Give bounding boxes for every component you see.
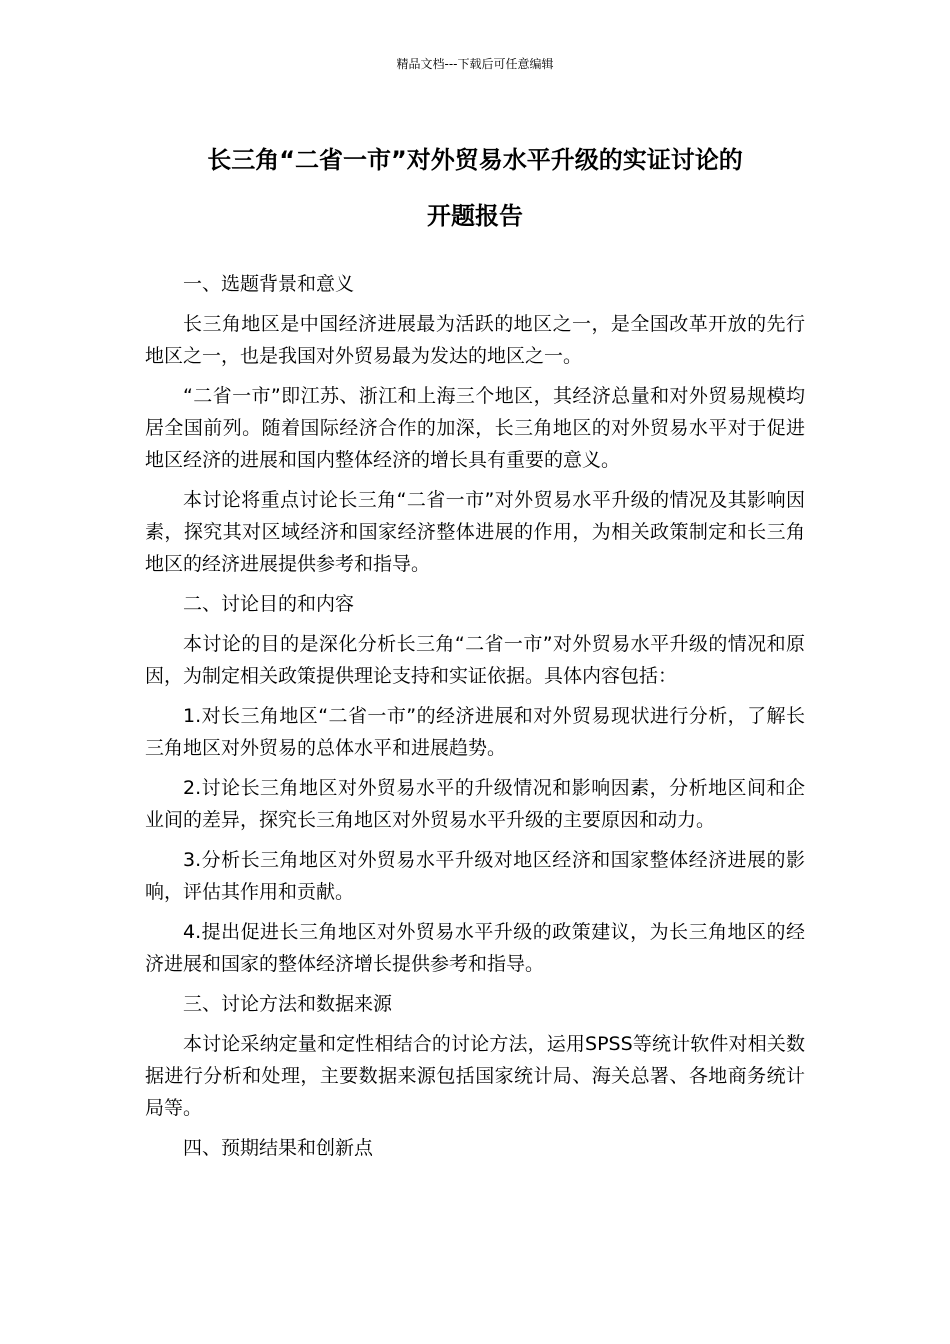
document-body: [145, 268, 805, 1172]
section-heading-1: 一、选题背景和意义: [183, 273, 355, 295]
section-heading-4: 四、预期结果和创新点: [183, 1137, 374, 1159]
paragraph: 本讨论将重点讨论长三角“二省一市”对外贸易水平升级的情况及其影响因素，探究其对区域经济和国家经济整体进展的作用，为相关政策制定和长三角地区的经济进展提供参考和指导。: [145, 489, 805, 575]
paragraph: 本讨论的目的是深化分析长三角“二省一市”对外贸易水平升级的情况和原因，为制定相关政策提供理论支持和实证依据。具体内容包括：: [145, 633, 805, 687]
section-heading-2: 二、讨论目的和内容: [183, 593, 355, 615]
list-item-3: 3.分析长三角地区对外贸易水平升级对地区经济和国家整体经济进展的影响，评估其作用和贡献。: [145, 849, 805, 903]
paragraph: 本讨论采纳定量和定性相结合的讨论方法，运用SPSS等统计软件对相关数据进行分析和处理，主要数据来源包括国家统计局、海关总署、各地商务统计局等。: [145, 1033, 805, 1119]
title-line-2: 开题报告: [427, 202, 523, 230]
paragraph: “二省一市”即江苏、浙江和上海三个地区，其经济总量和对外贸易规模均居全国前列。随着国际经济合作的加深，长三角地区的对外贸易水平对于促进地区经济的进展和国内整体经济的增长具有重要的意义。: [145, 385, 805, 471]
document-title: [145, 132, 805, 244]
paragraph: 长三角地区是中国经济进展最为活跃的地区之一，是全国改革开放的先行地区之一，也是我国对外贸易最为发达的地区之一。: [145, 313, 805, 367]
list-item-2: 2.讨论长三角地区对外贸易水平的升级情况和影响因素，分析地区间和企业间的差异，探究长三角地区对外贸易水平升级的主要原因和动力。: [145, 777, 805, 831]
title-line-1: 长三角“二省一市”对外贸易水平升级的实证讨论的: [207, 146, 743, 174]
list-item-4: 4.提出促进长三角地区对外贸易水平升级的政策建议，为长三角地区的经济进展和国家的整体经济增长提供参考和指导。: [145, 921, 805, 975]
page-header: 精品文档---下载后可任意编辑: [396, 57, 554, 71]
list-item-1: 1.对长三角地区“二省一市”的经济进展和对外贸易现状进行分析，了解长三角地区对外贸易的总体水平和进展趋势。: [145, 705, 805, 759]
section-heading-3: 三、讨论方法和数据来源: [183, 993, 393, 1015]
